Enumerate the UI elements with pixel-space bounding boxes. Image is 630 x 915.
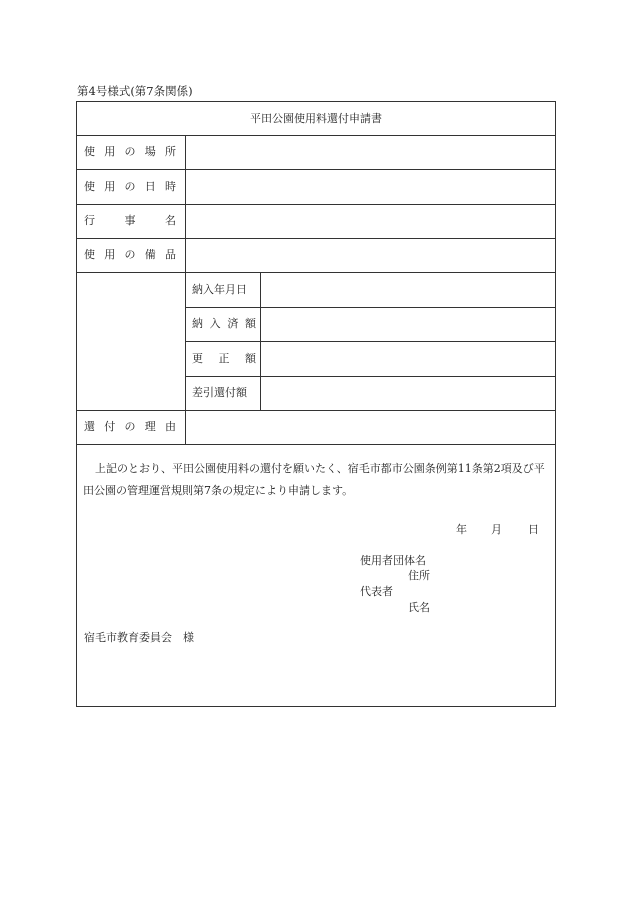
label-refund-amount: 差引還付額 — [192, 386, 247, 399]
paid-amount-field[interactable] — [262, 309, 554, 340]
form-number: 第4号様式(第7条関係) — [77, 84, 193, 98]
addressee: 宿毛市教育委員会 様 — [84, 631, 194, 644]
equipment-field[interactable] — [187, 240, 554, 271]
place-field[interactable] — [187, 137, 554, 168]
date-month-label: 月 — [491, 523, 502, 536]
application-statement: 上記のとおり、平田公園使用料の還付を願いたく、宿毛市都市公園条例第11条第2項及び平田公園の管理運営規則第7条の規定により申請します。 — [83, 462, 545, 497]
applicant-representative-label: 代表者 — [360, 585, 393, 598]
label-payment-date: 納入年月日 — [192, 283, 247, 296]
date-day-label: 日 — [528, 523, 539, 536]
event-name-field[interactable] — [187, 206, 554, 237]
label-equipment: 使 用 の 備 品 — [84, 248, 176, 261]
row-divider — [77, 204, 555, 205]
row-divider — [77, 444, 555, 445]
label-place: 使 用 の 場 所 — [84, 145, 176, 158]
row-divider — [77, 238, 555, 239]
applicant-address-label: 住所 — [408, 569, 430, 582]
datetime-field[interactable] — [187, 171, 554, 203]
row-divider — [185, 341, 555, 342]
label-reason: 還 付 の 理 由 — [84, 420, 176, 433]
label-corrected-amount: 更 正 額 — [192, 352, 256, 365]
form-title: 平田公園使用料還付申請書 — [250, 112, 382, 125]
row-divider — [77, 410, 555, 411]
row-divider — [185, 307, 555, 308]
date-year-label: 年 — [456, 523, 467, 536]
label-paid-amount: 納 入 済 額 — [192, 317, 256, 330]
refund-amount-field[interactable] — [262, 378, 554, 409]
column-divider — [185, 135, 186, 445]
refund-application-form — [76, 101, 556, 707]
row-divider — [77, 272, 555, 273]
applicant-org-label: 使用者団体名 — [360, 554, 426, 567]
corrected-amount-field[interactable] — [262, 343, 554, 375]
label-datetime: 使 用 の 日 時 — [84, 180, 176, 193]
label-event: 行 事 名 — [84, 214, 176, 227]
row-divider — [185, 376, 555, 377]
column-divider — [260, 272, 261, 410]
row-divider — [77, 169, 555, 170]
applicant-name-label: 氏名 — [408, 601, 430, 614]
payment-date-field[interactable] — [262, 274, 554, 306]
row-divider — [77, 135, 555, 136]
reason-field[interactable] — [187, 412, 554, 443]
